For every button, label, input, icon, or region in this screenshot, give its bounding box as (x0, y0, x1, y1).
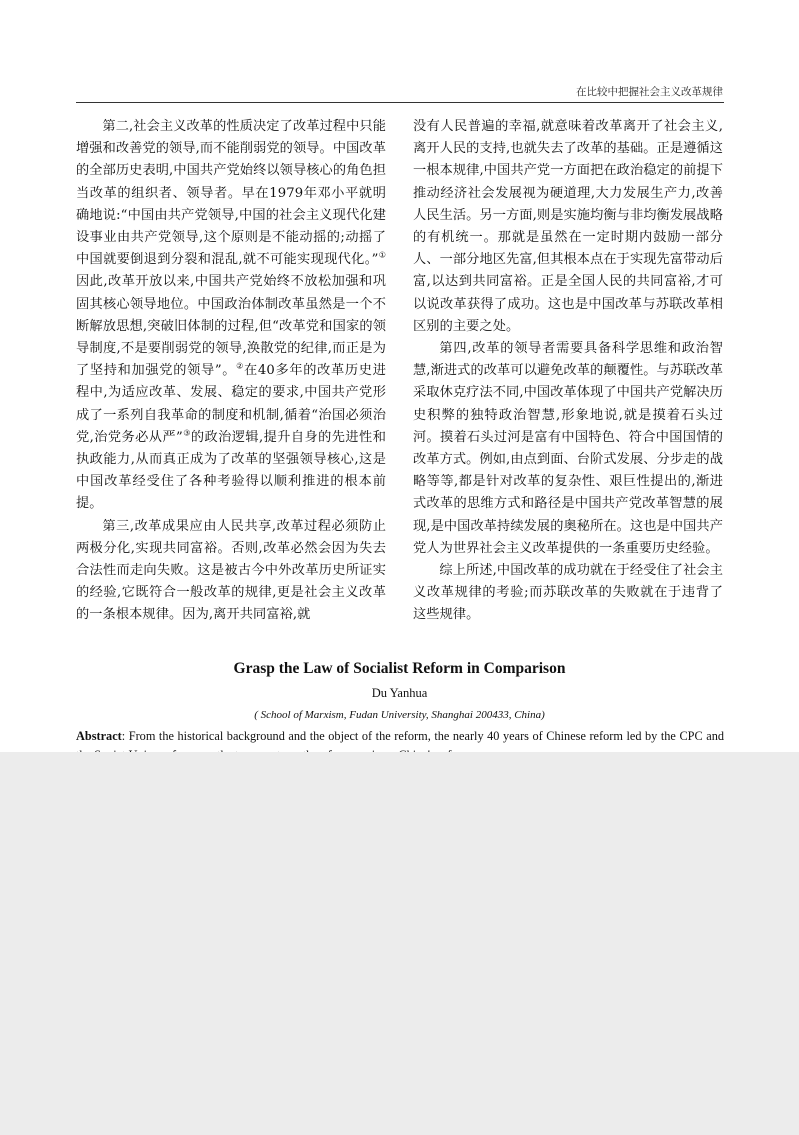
paragraph-third-point-continued: 没有人民普遍的幸福,就意味着改革离开了社会主义,离开人民的支持,也就失去了改革的基础。正是遵循这一根本规律,中国共产党一方面把在政治稳定的前提下推动经济社会发展视为硬道理,大力发展生产力,改善人民生活。另一方面,则是实施均衡与非均衡发展战略的有机统一。那就是虽然在一定时期内鼓励一部分人、一部分地区先富,但其根本点在于实现先富带动后富,以达到共同富裕。正是全国人民的共同富裕,才可以说改革获得了成功。这也是中国改革与苏联改革相区别的主要之处。 (413, 119, 723, 334)
paragraph-fourth-point: 第四,改革的领导者需要具备科学思维和政治智慧,渐进式的改革可以避免改革的颠覆性。与苏联改革采取休克疗法不同,中国改革体现了中国共产党解决历史积弊的独特政治智慧,形象地说,就是摸着石头过河。摸着石头过河是富有中国特色、符合中国国情的改革方式。例如,由点到面、台阶式发展、分步走的战略等等,都是针对改革的复杂性、艰巨性提出的,渐进式改革的思维方式和路径是中国共产党改革智慧的展现,是中国改革持续发展的奥秘所在。这也是中国共产党人为世界社会主义改革提供的一条重要历史经验。 (413, 341, 723, 556)
abstract-label: Abstract (76, 729, 122, 743)
footnote-ref-2[interactable]: ② (236, 361, 245, 371)
english-affiliation: ( School of Marxism, Fudan University, Shanghai 200433, China) (254, 709, 545, 721)
abstract-text: From the historical background and the object of the reform, the nearly 40 years of Chinese reform led by the CPC and (128, 729, 724, 743)
header-rule (76, 102, 724, 103)
paragraph-third-point: 第三,改革成果应由人民共享,改革过程必须防止两极分化,实现共同富裕。否则,改革必然会因为失去合法性而走向失败。这是被古今中外改革历史所证实的经验,它既符合一般改革的规律,更是社会主义改革的一条根本规律。因为,离开共同富裕,就 (76, 518, 386, 623)
right-column (413, 116, 723, 627)
english-abstract: Abstract: From the historical background and the object of the reform, the nearly 40 years of Chinese reform led by the CPC and (76, 727, 724, 765)
english-title: Grasp the Law of Socialist Reform in Comparison (233, 660, 566, 677)
footnote-ref-3[interactable]: ③ (182, 428, 191, 438)
left-column (76, 116, 386, 627)
running-head: 在比较中把握社会主义改革规律 (576, 86, 723, 98)
english-author: Du Yanhua (371, 686, 428, 700)
paragraph-second-point: 第二,社会主义改革的性质决定了改革过程中只能增强和改善党的领导,而不能削弱党的领导。中国改革的全部历史表明,中国共产党始终以领导核心的角色担当改革的组织者、领导者。早在1979年邓小平就明确地说:“中国由共产党领导,中国的社会主义现代化建设事业由共产党领导,这个原则是不能动摇的;动摇了中国就要倒退到分裂和混乱,就不可能实现现代化。”①因此,改革开放以来,中国共产党始终不放松加强和巩固其核心领导地位。中国政治体制改革虽然是一个不断解放思想,突破旧体制的过程,但“改革党和国家的领导制度,不是要削弱党的领导,涣散党的纪律,而正是为了坚持和加强党的领导”。②在40多年的改革历史进程中,为适应改革、发展、稳定的要求,中国共产党形成了一系列自我革命的制度和机制,循着“治国必须治党,治党务必从严”③的政治逻辑,提升自身的先进性和执政能力,从而真正成为了改革的坚强领导核心,这是中国改革经受住了各种考验得以顺利推进的根本前提。 (76, 119, 387, 512)
redaction-overlay (0, 752, 799, 1135)
paragraph-conclusion: 综上所述,中国改革的成功就在于经受住了社会主义改革规律的考验;而苏联改革的失败就在于违背了这些规律。 (413, 563, 723, 623)
footnote-ref-1[interactable]: ① (378, 250, 387, 260)
redaction-overlay-tab (612, 754, 799, 774)
